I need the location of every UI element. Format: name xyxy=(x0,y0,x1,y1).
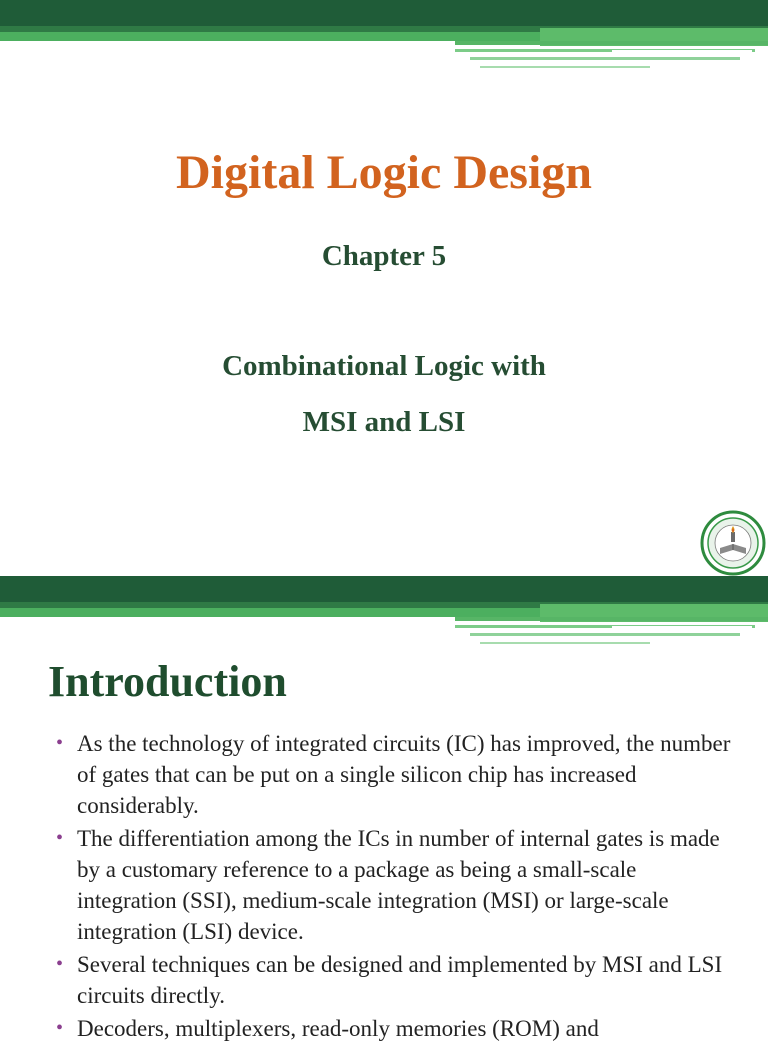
bullet-dot-icon: • xyxy=(56,1017,64,1039)
content-slide xyxy=(0,576,768,1041)
chapter-label: Chapter 5 xyxy=(321,240,447,272)
band-stripe xyxy=(612,50,752,52)
band-stripe xyxy=(480,642,650,644)
bullet-list xyxy=(56,728,736,1046)
subtitle-line: MSI and LSI xyxy=(302,406,466,438)
list-item xyxy=(56,949,736,1011)
bullet-text: Several techniques can be designed and implemented by MSI and LSI circuits directly. xyxy=(77,952,723,1008)
list-item xyxy=(56,823,736,947)
bullet-text: As the technology of integrated circuits (IC) has improved, the number of gates that can be put on a single silicon chip has increased considerably. xyxy=(77,731,731,818)
band-stripe xyxy=(455,41,768,45)
header-band xyxy=(0,0,768,75)
band-stripe xyxy=(0,608,540,617)
band-stripe xyxy=(0,0,768,26)
university-seal-icon xyxy=(700,510,766,576)
subtitle-line: Combinational Logic with xyxy=(222,350,546,382)
bullet-dot-icon: • xyxy=(56,953,64,975)
bullet-dot-icon: • xyxy=(56,827,64,849)
band-stripe xyxy=(455,617,768,621)
bullet-text: Decoders, multiplexers, read-only memories (ROM) and xyxy=(77,1016,599,1041)
slide-subtitle xyxy=(0,338,768,450)
slide-heading: Introduction xyxy=(48,657,287,706)
band-stripe xyxy=(0,576,768,602)
bullet-text: The differentiation among the ICs in number of internal gates is made by a customary reference to a package as being a small-scale integration (SSI), medium-scale integration (MSI) or large-scale integration (LSI) device. xyxy=(77,826,720,944)
band-stripe xyxy=(612,626,752,628)
slide-title: Digital Logic Design xyxy=(176,146,592,199)
band-stripe xyxy=(480,66,650,68)
list-item xyxy=(56,1013,736,1044)
band-stripe xyxy=(470,633,740,636)
list-item xyxy=(56,728,736,821)
band-stripe xyxy=(470,57,740,60)
band-stripe xyxy=(0,32,540,41)
header-band xyxy=(0,576,768,651)
bullet-dot-icon: • xyxy=(56,732,64,754)
